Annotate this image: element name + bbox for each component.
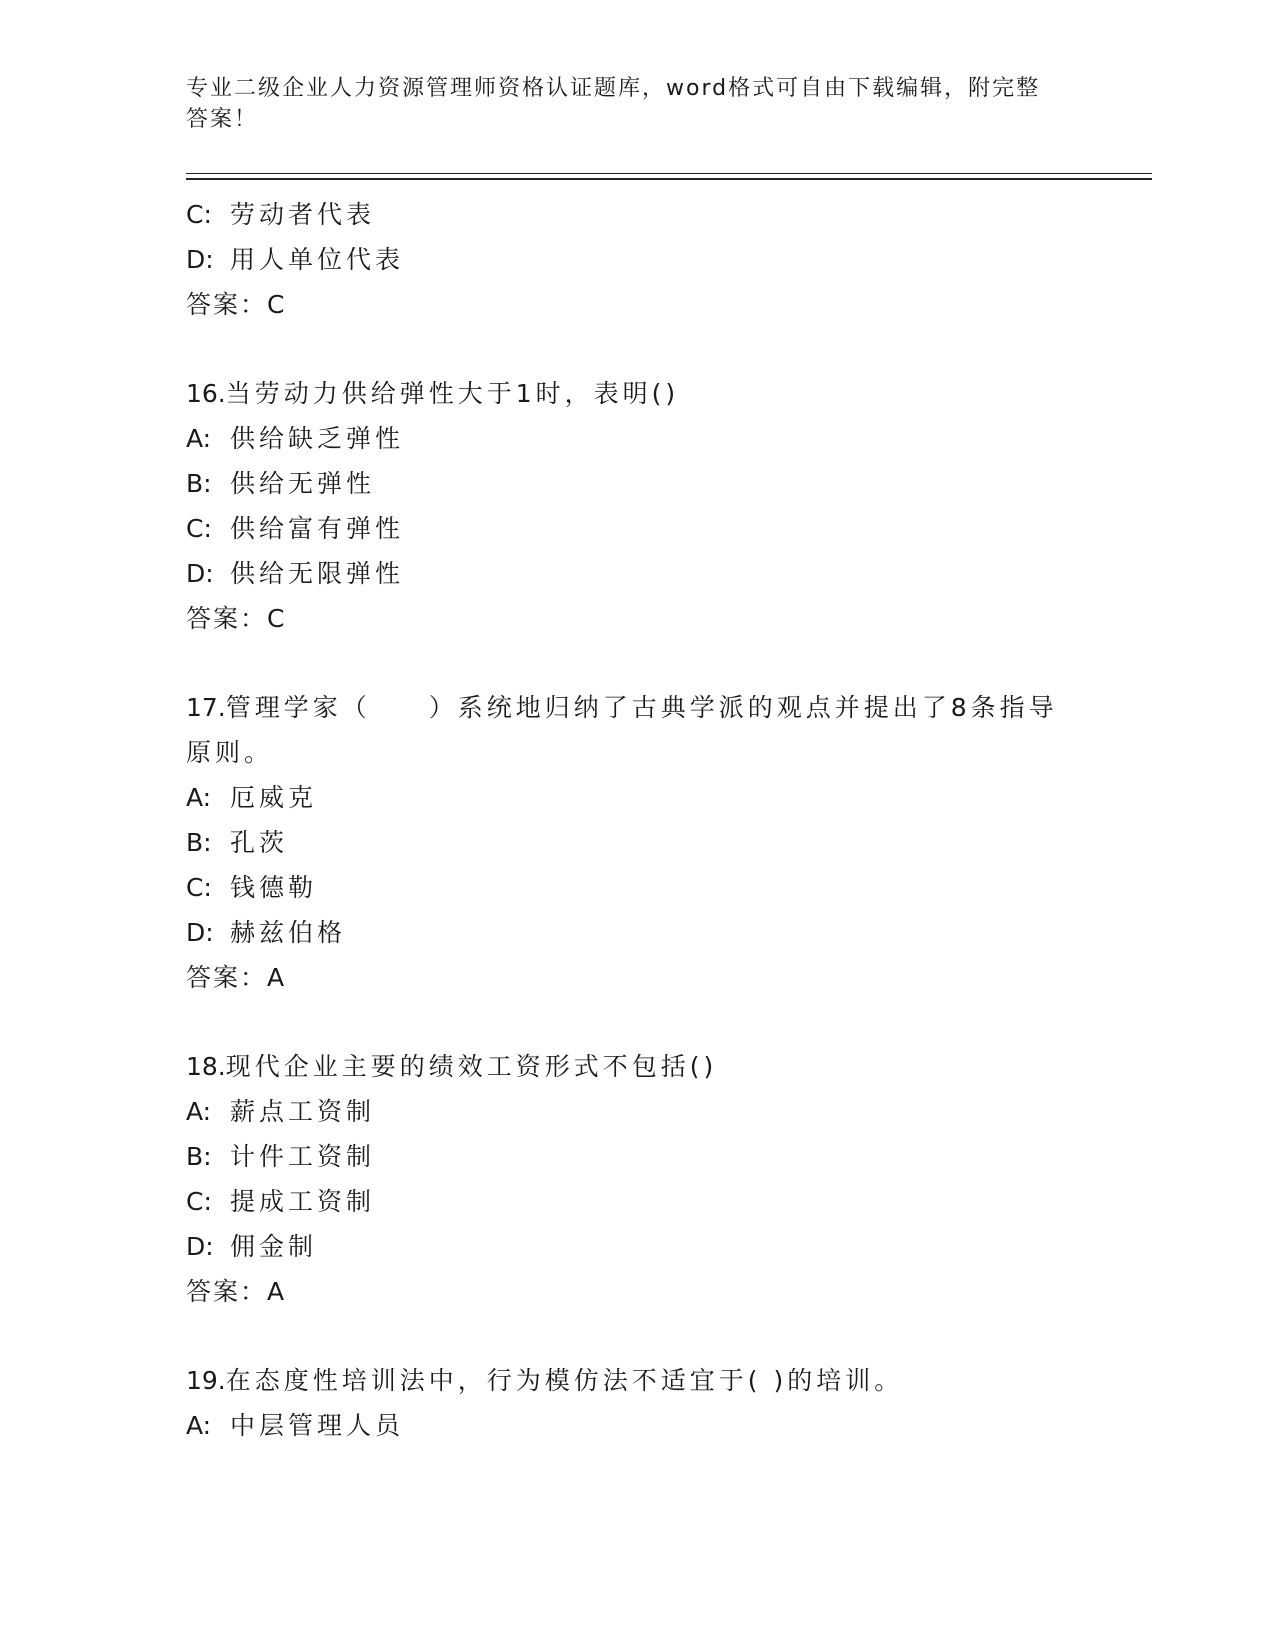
option-text: 厄威克: [230, 783, 318, 812]
question-18: [186, 1044, 1086, 1315]
option-prefix: C:: [186, 200, 212, 229]
option-c: [186, 506, 1086, 551]
answer-line: 答案：C: [186, 604, 287, 633]
answer-line: 答案：A: [186, 1277, 287, 1306]
spacer: [186, 642, 1086, 685]
option-text: 孔茨: [230, 828, 289, 857]
option-prefix: D:: [186, 559, 214, 588]
option-prefix: D:: [186, 1232, 214, 1261]
spacer: [186, 328, 1086, 371]
option-prefix: B:: [186, 1142, 212, 1171]
option-c: [186, 865, 1086, 910]
option-prefix: A:: [186, 424, 212, 453]
option-a: [186, 416, 1086, 461]
header-divider-thin: [186, 173, 1152, 174]
question-text: 现代企业主要的绩效工资形式不包括(): [225, 1052, 718, 1081]
option-d: [186, 551, 1086, 596]
option-text: 钱德勒: [230, 873, 318, 902]
option-text: 供给缺乏弹性: [230, 424, 405, 453]
spacer: [186, 1315, 1086, 1358]
option-text: 供给富有弹性: [230, 514, 405, 543]
question-text: 在态度性培训法中，行为模仿法不适宜于( )的培训。: [225, 1366, 904, 1395]
option-a: [186, 775, 1086, 820]
option-text: 中层管理人员: [230, 1411, 405, 1440]
option-text: 用人单位代表: [230, 245, 405, 274]
option-prefix: D:: [186, 918, 214, 947]
header-line-1: 专业二级企业人力资源管理师资格认证题库，word格式可自由下载编辑，附完整: [186, 76, 1041, 101]
answer-line: 答案：A: [186, 963, 287, 992]
question-number: 19.: [186, 1366, 226, 1395]
option-c: [186, 192, 1086, 237]
option-text: 供给无弹性: [230, 469, 376, 498]
option-b: [186, 1134, 1086, 1179]
header-line-2: 答案！: [186, 107, 259, 132]
option-text: 赫兹伯格: [230, 918, 347, 947]
question-number: 17.: [186, 693, 226, 722]
option-d: [186, 910, 1086, 955]
question-19: [186, 1358, 1086, 1448]
question-stem: [186, 685, 1086, 730]
question-17: [186, 685, 1086, 1001]
option-b: [186, 461, 1086, 506]
question-stem: [186, 1044, 1086, 1089]
option-d: [186, 1224, 1086, 1269]
header-divider-thick: [186, 178, 1152, 180]
option-text: 提成工资制: [230, 1187, 376, 1216]
question-stem: [186, 1358, 1086, 1403]
option-prefix: D:: [186, 245, 214, 274]
option-text: 计件工资制: [230, 1142, 376, 1171]
question-text: 管理学家（ ）系统地归纳了古典学派的观点并提出了8条指导: [225, 693, 1058, 722]
option-text: 供给无限弹性: [230, 559, 405, 588]
page-header: [186, 73, 1066, 135]
option-text: 薪点工资制: [230, 1097, 376, 1126]
question-number: 16.: [186, 379, 226, 408]
question-16: [186, 371, 1086, 642]
option-a: [186, 1089, 1086, 1134]
option-prefix: C:: [186, 514, 212, 543]
option-c: [186, 1179, 1086, 1224]
question-number: 18.: [186, 1052, 226, 1081]
option-text: 劳动者代表: [230, 200, 376, 229]
question-stem: [186, 371, 1086, 416]
question-text-continued: 原则。: [186, 738, 274, 767]
option-prefix: A:: [186, 1097, 212, 1126]
question-fragment: [186, 192, 1086, 328]
option-prefix: A:: [186, 783, 212, 812]
option-prefix: C:: [186, 1187, 212, 1216]
option-prefix: C:: [186, 873, 212, 902]
spacer: [186, 1001, 1086, 1044]
answer-line: 答案：C: [186, 290, 287, 319]
option-a: [186, 1403, 1086, 1448]
option-b: [186, 820, 1086, 865]
option-text: 佣金制: [230, 1232, 318, 1261]
document-body: [186, 192, 1086, 1448]
question-text: 当劳动力供给弹性大于1时，表明(): [225, 379, 680, 408]
option-prefix: A:: [186, 1411, 212, 1440]
option-d: [186, 237, 1086, 282]
option-prefix: B:: [186, 828, 212, 857]
option-prefix: B:: [186, 469, 212, 498]
